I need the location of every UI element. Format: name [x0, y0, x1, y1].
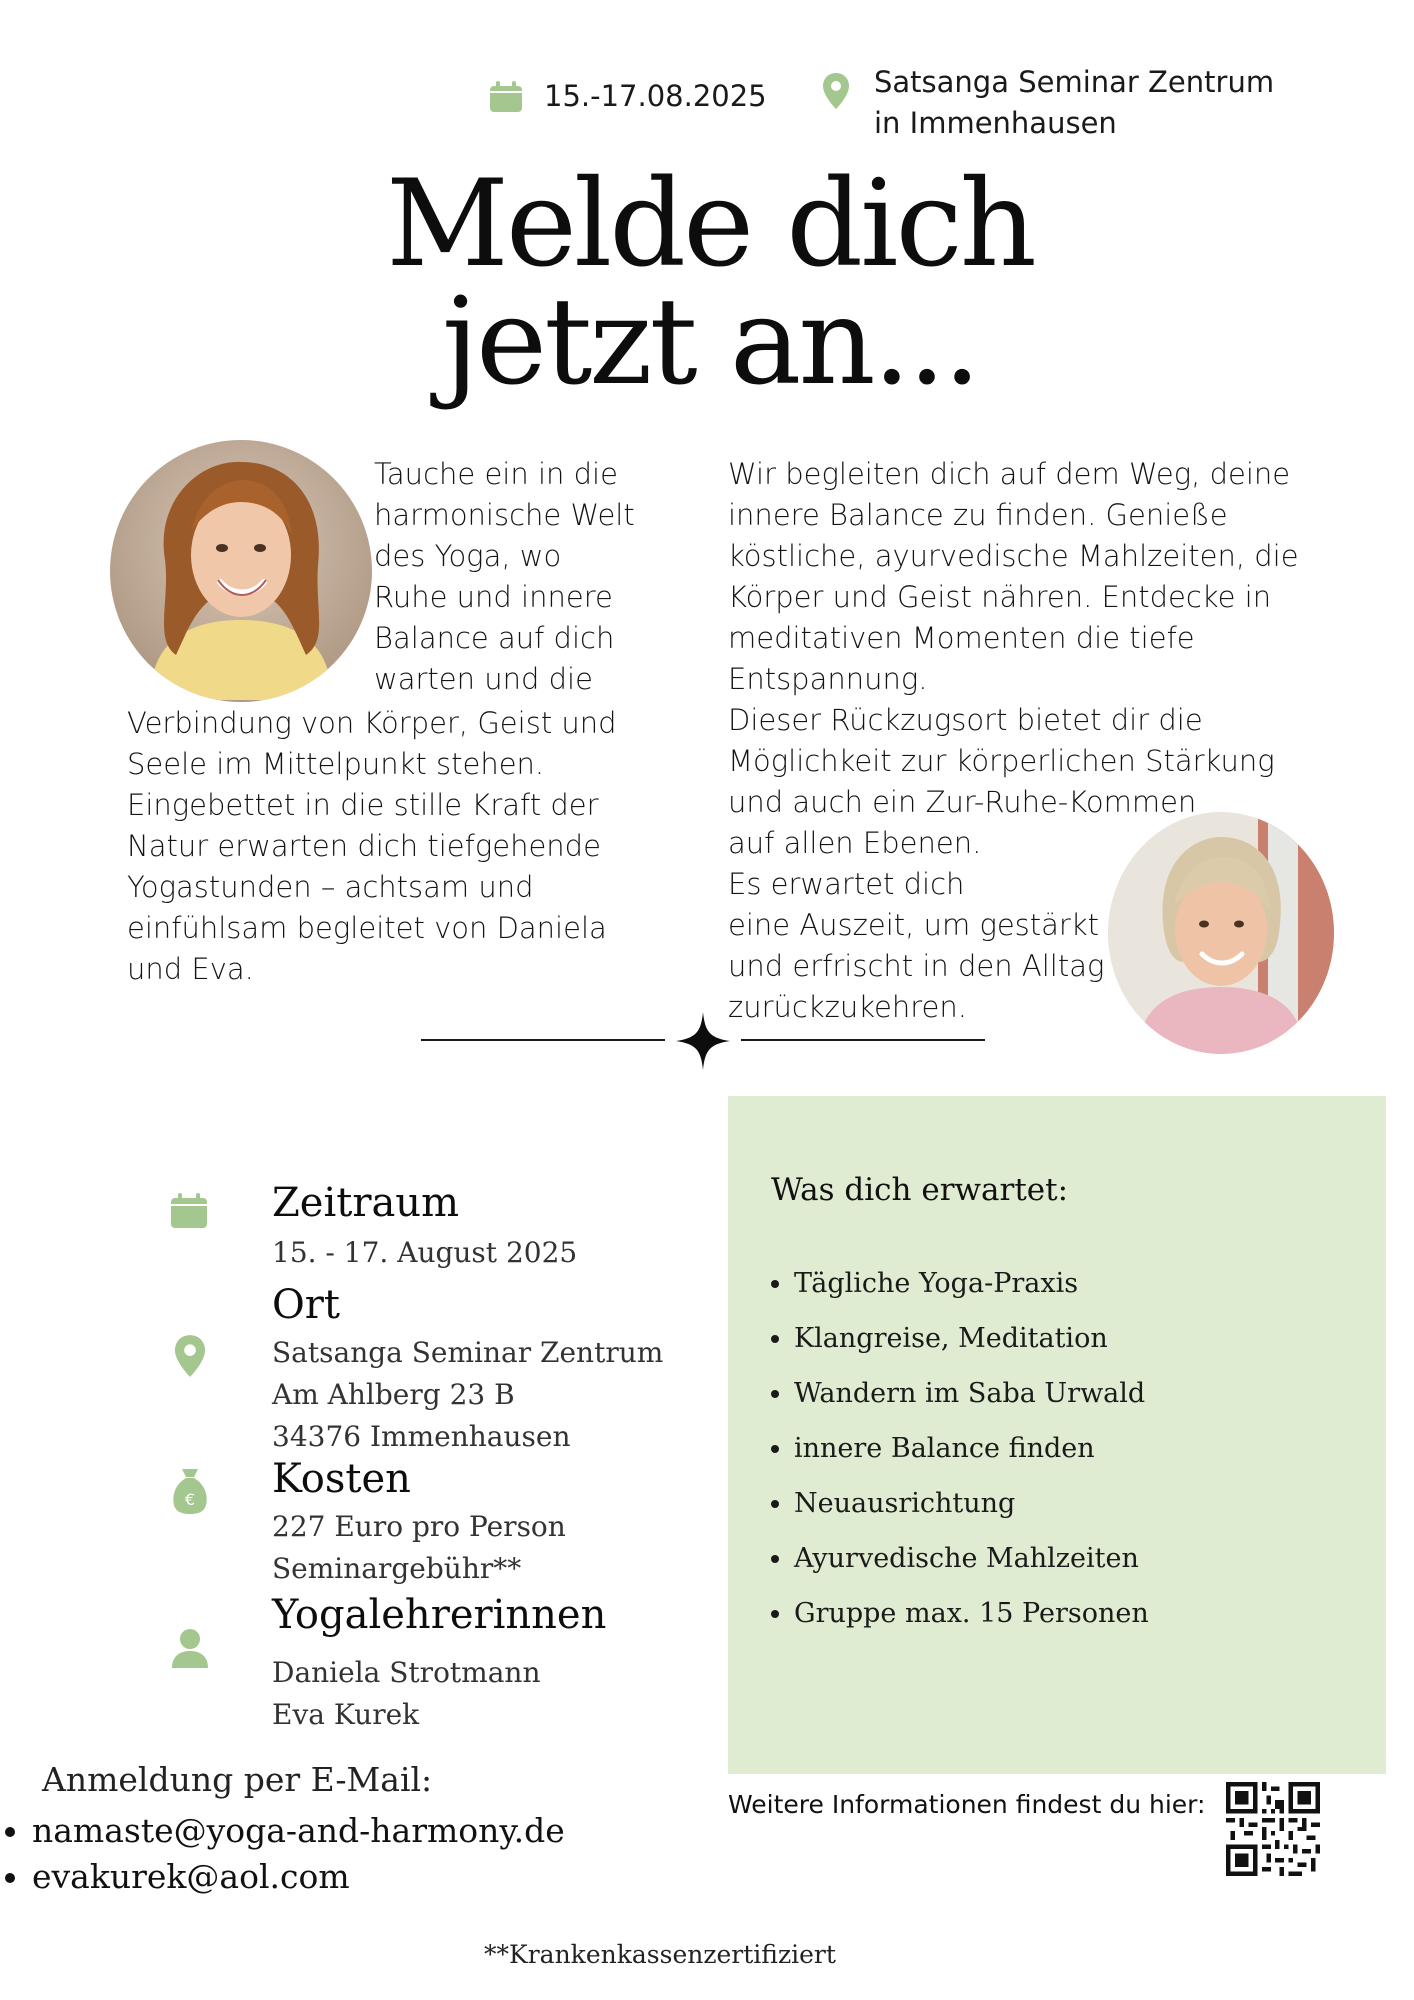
intro-left-line: Eingebettet in die stille Kraft der: [127, 788, 599, 822]
intro-right-line: Es erwartet dich: [728, 867, 965, 901]
calendar-icon: [488, 80, 524, 114]
list-item: • innere Balance finden: [794, 1421, 1149, 1476]
intro-right-line: innere Balance zu finden. Genieße: [728, 498, 1228, 532]
intro-left-wrapped: [374, 454, 635, 700]
map-pin-icon: [822, 72, 850, 110]
hero-line-2: jetzt an...: [441, 273, 979, 412]
intro-left-line: Verbindung von Körper, Geist und: [127, 706, 617, 740]
place-title: Ort: [272, 1282, 340, 1328]
divider-line-right: [741, 1039, 985, 1041]
place-address: [272, 1332, 663, 1458]
intro-left-line: einfühlsam begleitet von Daniela: [127, 911, 607, 945]
list-item: • Gruppe max. 15 Personen: [794, 1586, 1149, 1641]
cost-line: Seminargebühr**: [272, 1552, 522, 1585]
intro-left-line: Yogastunden – achtsam und: [127, 870, 534, 904]
photo-daniela: [110, 440, 372, 702]
expectations-title: Was dich erwartet:: [771, 1172, 1069, 1208]
header-location-line1: Satsanga Seminar Zentrum: [874, 65, 1275, 99]
intro-left-line: Ruhe und innere: [374, 580, 613, 614]
email-list: [0, 1808, 565, 1900]
email-link[interactable]: • namaste@yoga-and-harmony.de: [32, 1808, 565, 1854]
intro-left-line: und Eva.: [127, 952, 254, 986]
list-item: • Ayurvedische Mahlzeiten: [794, 1531, 1149, 1586]
intro-right-line: eine Auszeit, um gestärkt: [728, 908, 1100, 942]
intro-right-line: und auch ein Zur-Ruhe-Kommen: [728, 785, 1197, 819]
list-item: • Wandern im Saba Urwald: [794, 1366, 1149, 1421]
svg-text:€: €: [184, 1490, 196, 1509]
intro-left-line: Tauche ein in die: [374, 457, 618, 491]
teacher-name: Eva Kurek: [272, 1698, 420, 1731]
divider-line-left: [421, 1039, 665, 1041]
intro-left-line: warten und die: [374, 662, 593, 696]
qr-code-icon[interactable]: [1226, 1782, 1320, 1876]
teachers-list: [272, 1652, 541, 1736]
intro-right-line: auf allen Ebenen.: [728, 826, 982, 860]
period-value: 15. - 17. August 2025: [272, 1236, 578, 1269]
calendar-icon: [169, 1192, 209, 1230]
intro-right-line: zurückzukehren.: [728, 990, 967, 1024]
sparkle-star-icon: [676, 1012, 730, 1070]
intro-left-line: Seele im Mittelpunkt stehen.: [127, 747, 545, 781]
header-location: [874, 62, 1274, 144]
intro-left-body: [127, 703, 617, 990]
intro-right-line: und erfrischt in den Alltag: [728, 949, 1105, 983]
list-item: • Klangreise, Meditation: [794, 1311, 1149, 1366]
intro-right-line: meditativen Momenten die tiefe: [728, 621, 1195, 655]
header-date: 15.-17.08.2025: [544, 79, 767, 113]
header-location-line2: in Immenhausen: [874, 106, 1117, 140]
expectations-list: [750, 1256, 1149, 1641]
intro-left-line: Natur erwarten dich tiefgehende: [127, 829, 601, 863]
registration-title: Anmeldung per E-Mail:: [42, 1760, 433, 1799]
person-icon: [171, 1628, 209, 1668]
place-line: Am Ahlberg 23 B: [272, 1378, 515, 1411]
intro-left-line: des Yoga, wo: [374, 539, 562, 573]
list-item: • Tägliche Yoga-Praxis: [794, 1256, 1149, 1311]
cost-value: [272, 1506, 566, 1590]
cost-line: 227 Euro pro Person: [272, 1510, 566, 1543]
teachers-title: Yogalehrerinnen: [272, 1592, 607, 1638]
money-bag-icon: [170, 1467, 210, 1515]
list-item: • Neuausrichtung: [794, 1476, 1149, 1531]
intro-right-line: Wir begleiten dich auf dem Weg, deine: [728, 457, 1291, 491]
hero-title: [340, 155, 1080, 412]
teacher-name: Daniela Strotmann: [272, 1656, 541, 1689]
more-info-text: Weitere Informationen findest du hier:: [728, 1790, 1206, 1819]
footnote: **Krankenkassenzertifiziert: [484, 1940, 836, 1969]
intro-left-line: Balance auf dich: [374, 621, 615, 655]
place-line: Satsanga Seminar Zentrum: [272, 1336, 664, 1369]
intro-right-line: köstliche, ayurvedische Mahlzeiten, die: [728, 539, 1299, 573]
map-pin-icon: [173, 1334, 207, 1378]
period-title: Zeitraum: [272, 1180, 459, 1226]
place-line: 34376 Immenhausen: [272, 1420, 571, 1453]
photo-eva: [1108, 812, 1334, 1054]
expectations-box: [728, 1096, 1386, 1774]
hero-line-1: Melde dich: [386, 155, 1034, 294]
intro-right-line: Dieser Rückzugsort bietet dir die: [728, 703, 1203, 737]
intro-left-line: harmonische Welt: [374, 498, 635, 532]
email-link[interactable]: • evakurek@aol.com: [32, 1854, 565, 1900]
cost-title: Kosten: [272, 1456, 411, 1502]
intro-right-line: Entspannung.: [728, 662, 928, 696]
intro-right-line: Möglichkeit zur körperlichen Stärkung: [728, 744, 1275, 778]
intro-right-line: Körper und Geist nähren. Entdecke in: [728, 580, 1272, 614]
